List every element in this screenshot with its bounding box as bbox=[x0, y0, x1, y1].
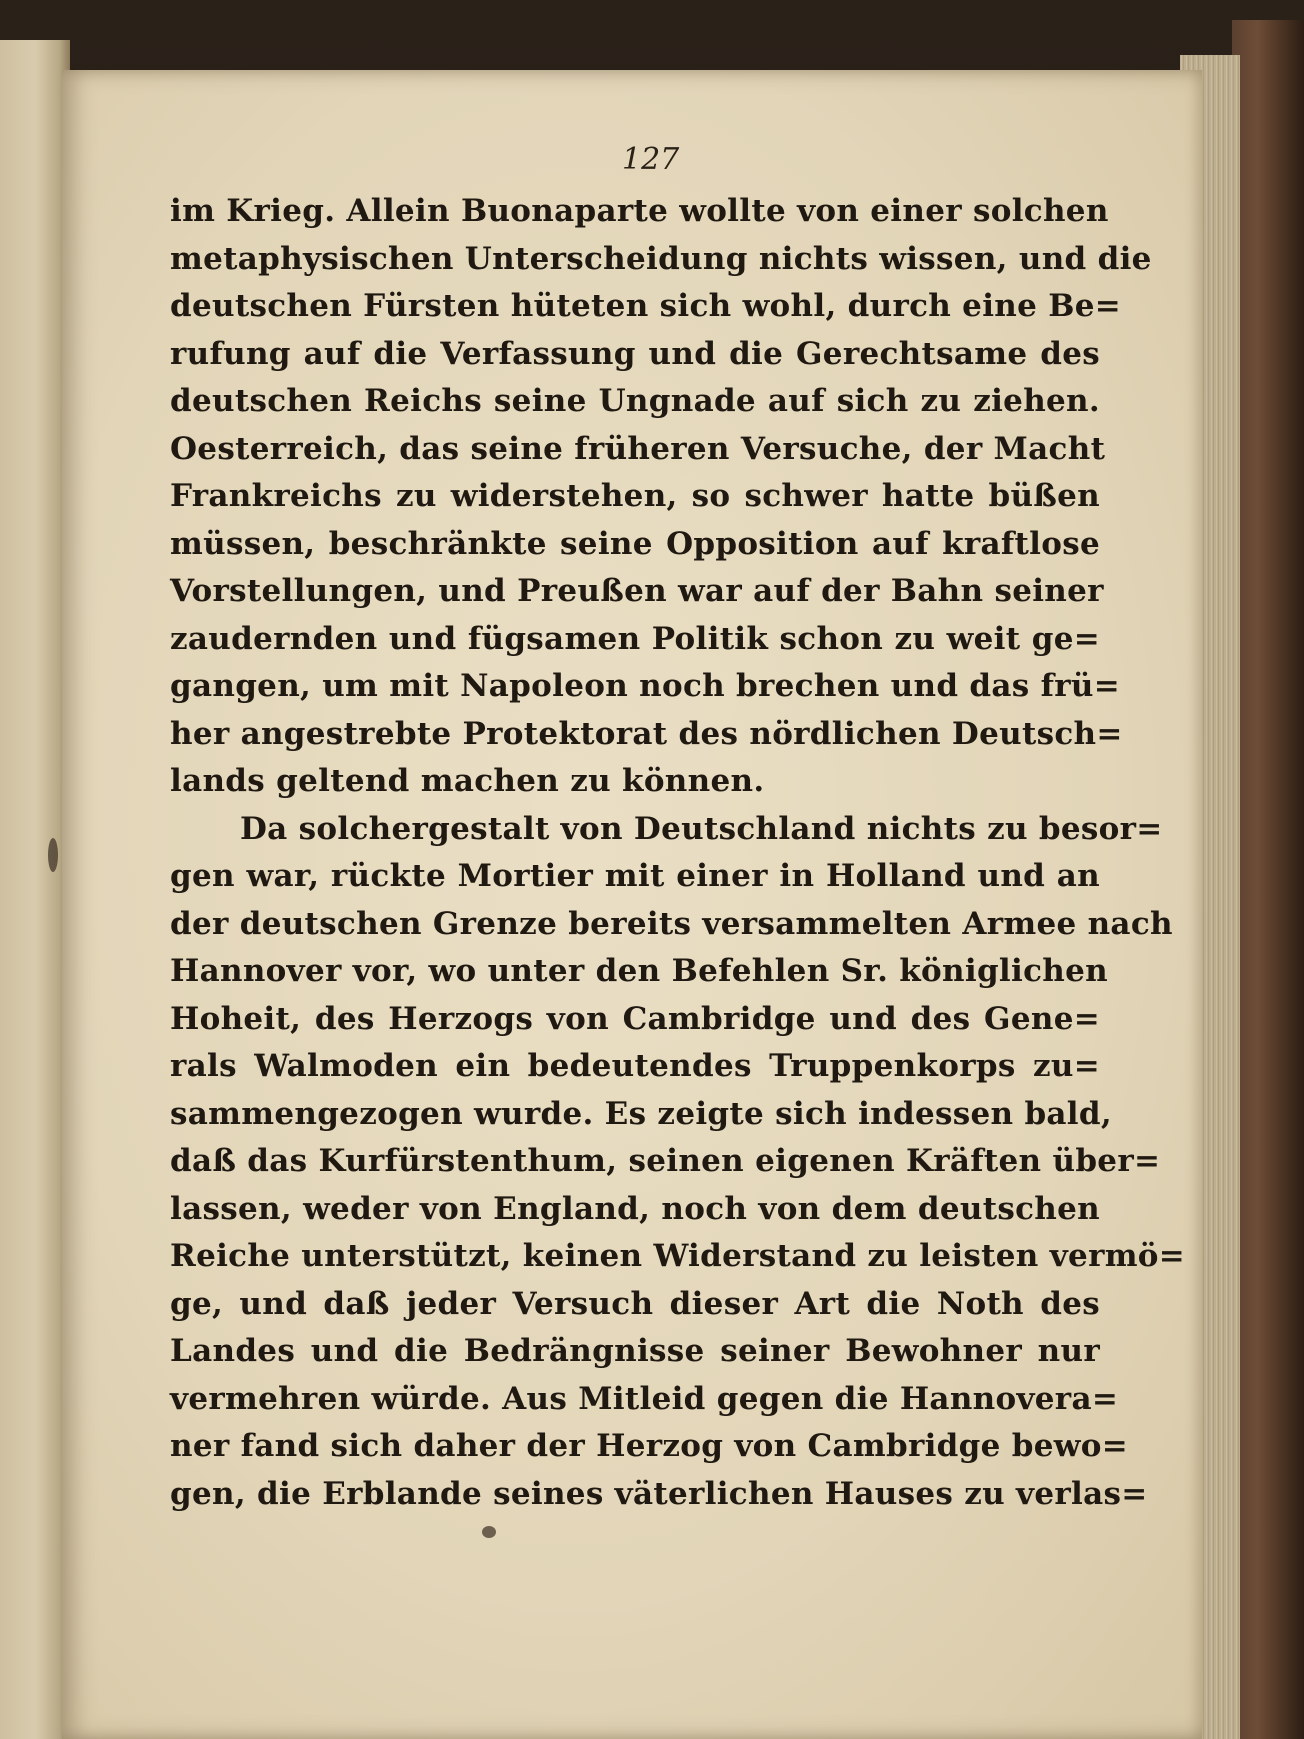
text-line: metaphysischen Unterscheidung nichts wissen, und die bbox=[170, 240, 1152, 277]
text-line: gen war, rückte Mortier mit einer in Holland und an bbox=[170, 858, 1100, 894]
text-line: gen, die Erblande seines väterlichen Hauses zu verlas= bbox=[170, 1475, 1148, 1512]
text-line: Reiche unterstützt, keinen Widerstand zu leisten vermö= bbox=[170, 1238, 1186, 1274]
book-page bbox=[62, 70, 1202, 1739]
text-line: der deutschen Grenze bereits versammelten Armee nach bbox=[170, 905, 1173, 942]
text-line: deutschen Fürsten hüteten sich wohl, durch eine Be= bbox=[170, 288, 1122, 324]
text-line: Hannover vor, wo unter den Befehlen Sr. königlichen bbox=[170, 953, 1108, 989]
text-line: lands geltend machen zu können. bbox=[170, 763, 765, 799]
facing-page-sliver bbox=[0, 40, 70, 1739]
ink-smudge bbox=[482, 1526, 496, 1538]
text-line: Hoheit, des Herzogs von Cambridge und des Gene= bbox=[170, 1000, 1100, 1037]
paragraph-1 bbox=[170, 188, 1152, 806]
text-line: rals Walmoden ein bedeutendes Truppenkorps zu= bbox=[170, 1048, 1100, 1084]
text-line: lassen, weder von England, noch von dem deutschen bbox=[170, 1190, 1100, 1227]
text-line: deutschen Reichs seine Ungnade auf sich zu ziehen. bbox=[170, 383, 1100, 419]
text-line: Da solchergestalt von Deutschland nichts zu besor= bbox=[240, 810, 1163, 847]
paragraph-2 bbox=[170, 806, 1186, 1519]
text-line: sammengezogen wurde. Es zeigte sich indessen bald, bbox=[170, 1095, 1112, 1132]
text-line: ner fand sich daher der Herzog von Cambridge bewo= bbox=[170, 1428, 1128, 1464]
text-line: gangen, um mit Napoleon noch brechen und das frü= bbox=[170, 668, 1120, 704]
page-number: 127 bbox=[622, 142, 680, 177]
text-line: zaudernden und fügsamen Politik schon zu weit ge= bbox=[170, 620, 1100, 657]
book-cover-edge bbox=[1232, 20, 1304, 1739]
text-line: ge, und daß jeder Versuch dieser Art die Noth des bbox=[170, 1285, 1100, 1322]
text-line: vermehren würde. Aus Mitleid gegen die Hannovera= bbox=[170, 1380, 1119, 1417]
text-line: Frankreichs zu widerstehen, so schwer hatte büßen bbox=[170, 478, 1100, 514]
text-line: müssen, beschränkte seine Opposition auf kraftlose bbox=[170, 525, 1100, 562]
text-line: Vorstellungen, und Preußen war auf der Bahn seiner bbox=[170, 573, 1104, 609]
text-line: rufung auf die Verfassung und die Gerechtsame des bbox=[170, 335, 1100, 372]
page-text bbox=[170, 188, 1186, 1518]
text-line: her angestrebte Protektorat des nördlichen Deutsch= bbox=[170, 715, 1123, 752]
text-line: Oesterreich, das seine früheren Versuche, der Macht bbox=[170, 430, 1106, 467]
text-line: im Krieg. Allein Buonaparte wollte von einer solchen bbox=[170, 193, 1109, 229]
ink-smudge bbox=[48, 838, 58, 872]
text-line: Landes und die Bedrängnisse seiner Bewohner nur bbox=[170, 1333, 1100, 1369]
text-line: daß das Kurfürstenthum, seinen eigenen Kräften über= bbox=[170, 1143, 1161, 1179]
